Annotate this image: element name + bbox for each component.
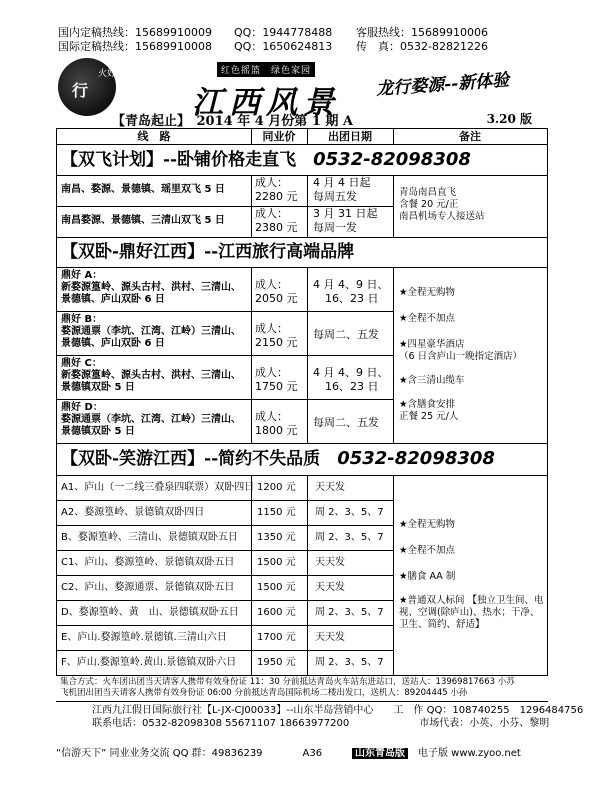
s3-route-1: A1、庐山（一二线三叠泉四联票）双卧四日 [61,482,255,493]
s3-date-4: 天天发 [315,557,345,568]
s3-date-8: 周 2、3、5、7 [315,657,384,668]
divider [307,129,308,144]
s3-date-3: 周 2、3、5、7 [315,532,384,543]
brand-logo-text: 行 [72,81,89,100]
col-header-route: 线 路 [137,130,171,143]
s1-date2-1: 每周五发 [313,190,357,203]
s1-note-1: 青岛南昌直飞 [399,187,457,198]
divider [57,175,547,176]
bottom-left [56,744,322,759]
divider [57,600,393,601]
s2-date1-4: 每周二、五发 [313,416,379,429]
s2-row-4 [61,402,249,438]
s2-route-1: 新婺源篁岭、源头古村、洪村、三清山、景德镇、庐山双卧 6 日 [61,282,241,305]
s2-price-label-1: 成人： [255,278,288,291]
s2-note-4: （6 日含庐山一晚指定酒店） [399,351,523,362]
s2-name-4: 鼎好 D： [61,402,103,413]
divider [57,525,393,526]
s2-name-1: 鼎好 A： [61,270,103,281]
divider [393,129,394,144]
s3-note-4: ★普通双人标间 【独立卫生间、电视、空调(除庐山)、热水；干净、卫生、简约、舒适】 [399,595,544,630]
hotline-left-block [58,26,332,54]
s3-date-6: 周 2、3、5、7 [315,607,384,618]
bottom-right [352,744,521,759]
s3-price-1: 1200 元 [257,482,296,493]
assembly-note [60,677,548,699]
col-header-notes: 备注 [459,130,481,143]
s2-name-2: 鼎好 B： [61,314,103,325]
s2-date1-2: 每周二、五发 [313,328,379,341]
divider [57,355,393,356]
divider [57,399,393,400]
s3-note-1: ★全程无购物 [399,519,456,530]
s3-price-6: 1600 元 [257,607,296,618]
issue-title-row [112,110,544,128]
price-table [56,128,548,676]
s3-date-7: 天天发 [315,632,345,643]
s3-note-2: ★全程不加点 [399,545,456,556]
section-2-slogan: --江西旅行高端品牌 [204,242,355,262]
divider [393,475,394,675]
company-line-1: 江西九江假日国际旅行社【L-JX-CJ00033】--山东半岛营销中心 工 作 QQ：108740255 1296484756 [92,705,584,716]
divider [57,650,393,651]
divider [57,500,393,501]
s3-route-6: D、婺源篁岭、黄 山、景德镇双卧五日 [61,607,239,618]
divider [57,575,393,576]
domestic-hotline-label: 国内定稿热线： [58,26,135,39]
col-header-date: 出团日期 [328,130,372,143]
s3-date-1: 天天发 [315,482,345,493]
s3-route-7: E、庐山.婺源篁岭.景德镇.三清山六日 [61,632,227,643]
s2-date2-3: 16、23 日 [325,380,379,393]
s2-price-label-2: 成人： [255,322,288,335]
company-line-2: 联系电话：0532-82098308 55671107 18663977200 市场代表：小英、小芬、黎明 [92,718,550,729]
assembly-note-line-2: 飞机团出团当天请客人携带有效身份证 06:00 分前抵达青岛国际机场二楼出发口，送机人：89204445 小孙 [60,688,468,698]
divider [393,267,394,443]
s2-route-3: 新婺源篁岭、源头古村、洪村、三清山、景德镇双卧 5 日 [61,370,241,393]
s2-note-7: 正餐 25 元/人 [399,411,459,422]
s2-row-3 [61,358,249,394]
s3-date-5: 天天发 [315,582,345,593]
s3-date-2: 周 2、3、5、7 [315,507,384,518]
s2-price-3: 1750 元 [255,380,298,393]
s2-row-2 [61,314,249,350]
hotline-right-block [356,26,488,54]
s3-price-2: 1150 元 [257,507,296,518]
domestic-hotline-phone: 15689910009 [135,26,212,39]
divider [56,701,548,702]
company-info [92,704,583,730]
banner-tagline: 红色摇篮 绿色家园 [217,62,315,77]
s1-route-1: 南昌、婺源、景德镇、瑶里双飞 5 日 [61,184,225,195]
fax-value: 0532-82821226 [400,40,488,53]
s3-route-2: A2、婺源篁岭、景德镇双卧四日 [61,507,205,518]
s1-price-label-1: 成人： [255,176,288,189]
divider [251,129,252,144]
s2-date2-1: 16、23 日 [325,292,379,305]
s2-date1-3: 4 月 4、9 日、 [313,366,389,379]
qq1-value: 1944778488 [262,26,333,39]
s2-note-5: ★含三清山缆车 [399,375,465,386]
section-1-hotline: 0532-82098308 [313,149,471,170]
s1-date1-2: 3 月 31 日起 [313,207,378,220]
service-hotline-phone: 15689910006 [411,26,488,39]
s3-route-8: F、庐山.婺源篁岭.黄山.景德镇双卧六日 [61,657,237,668]
s3-route-5: C2、庐山、婺源通票、景德镇双卧五日 [61,582,235,593]
qq1-label: QQ： [233,26,263,39]
banner-slogan: 龙行婺源--新体验 [375,70,510,100]
section-1-name: 双飞计划 [78,150,146,170]
section-3-name: 双卧-笑游江西 [78,449,188,469]
s1-date1-1: 4 月 4 日起 [313,176,371,189]
section-1-slogan: --卧铺价格走直飞 [163,150,297,170]
s2-note-1: ★全程无购物 [399,287,456,298]
s3-price-7: 1700 元 [257,632,296,643]
s3-price-4: 1500 元 [257,557,296,568]
s1-price-2: 2380 元 [255,221,298,234]
divider [57,475,547,476]
intl-hotline-phone: 15689910008 [135,40,212,53]
s1-note-2: 含餐 20 元/正 [399,199,459,210]
s2-route-2: 婺源通票（李坑、江湾、江岭）三清山、景德镇、庐山双卧 6 日 [61,326,241,349]
s1-note-3: 南昌机场专人接送站 [399,211,485,222]
intl-hotline-label: 国际定稿热线： [58,40,135,53]
s2-note-6: ★含膳食安排 [399,399,456,410]
section-bar-2: 【双卧-鼎好江西】--江西旅行高端品牌 [61,242,355,262]
assembly-note-line-1: 集合方式：火车团出团当天请客人携带有效身份证 11：30 分前抵达青岛火车站东进站口，送站人：13969817663 小苏 [60,677,515,687]
s1-route-2: 南昌婺源、景德镇、三清山双飞 5 日 [61,215,225,226]
service-hotline-label: 客服热线： [356,26,411,39]
s3-price-5: 1500 元 [257,582,296,593]
s1-date2-2: 每周一发 [313,221,357,234]
s3-route-3: B、婺源篁岭、三清山、景德镇双卧五日 [61,532,238,543]
s3-price-8: 1950 元 [257,657,296,668]
brand-logo-sub: 火好 [98,69,117,79]
s3-price-3: 1350 元 [257,532,296,543]
fax-label: 传 真： [356,40,400,53]
s2-route-4: 婺源通票（李坑、江湾、江岭）三清山、景德镇双卧 5 日 [61,414,241,437]
divider [57,267,547,268]
s2-price-label-4: 成人： [255,410,288,423]
qq-group-text: “信游天下” 同业业务交流 QQ 群：49836239 [56,748,263,759]
s2-row-1 [61,270,249,306]
qq2-value: 1650624813 [262,40,333,53]
divider [57,144,547,145]
section-bar-3: 【双卧-笑游江西】--简约不失品质 0532-82098308 [61,448,495,469]
section-3-hotline: 0532-82098308 [337,448,495,469]
s2-note-2: ★全程不加点 [399,313,456,324]
s2-date1-1: 4 月 4、9 日、 [313,278,389,291]
s3-note-3: ★膳食 AA 制 [399,571,456,582]
page-number: A36 [302,748,323,759]
banner-title: 江西风景 [192,85,340,121]
issue-version: 3.20 版 [486,112,532,126]
qq2-label: QQ： [233,40,263,53]
divider [57,311,393,312]
s2-price-1: 2050 元 [255,292,298,305]
section-3-slogan: --简约不失品质 [204,449,321,469]
s3-route-4: C1、庐山、婺源篁岭、景德镇双卧五日 [61,557,235,568]
section-2-name: 双卧-鼎好江西 [78,242,188,262]
s1-price-1: 2280 元 [255,190,298,203]
divider [57,625,393,626]
section-bar-1: 【双飞计划】--卧铺价格走直飞 0532-82098308 [61,149,471,170]
issue-title: 【青岛起止】 2014 年 4 月份第 1 期 A [112,114,354,129]
s1-price-label-2: 成人： [255,207,288,220]
s2-price-label-3: 成人： [255,366,288,379]
divider [57,550,393,551]
edition-badge: 山东青岛版 [352,748,408,759]
s2-price-2: 2150 元 [255,336,298,349]
divider [393,175,394,237]
s2-price-4: 1800 元 [255,424,298,437]
col-header-price: 同业价 [262,130,296,143]
s2-note-3: ★四星豪华酒店 [399,339,465,350]
edition-link[interactable]: 电子版 www.zyoo.net [418,748,521,759]
s2-name-3: 鼎好 C： [61,358,102,369]
